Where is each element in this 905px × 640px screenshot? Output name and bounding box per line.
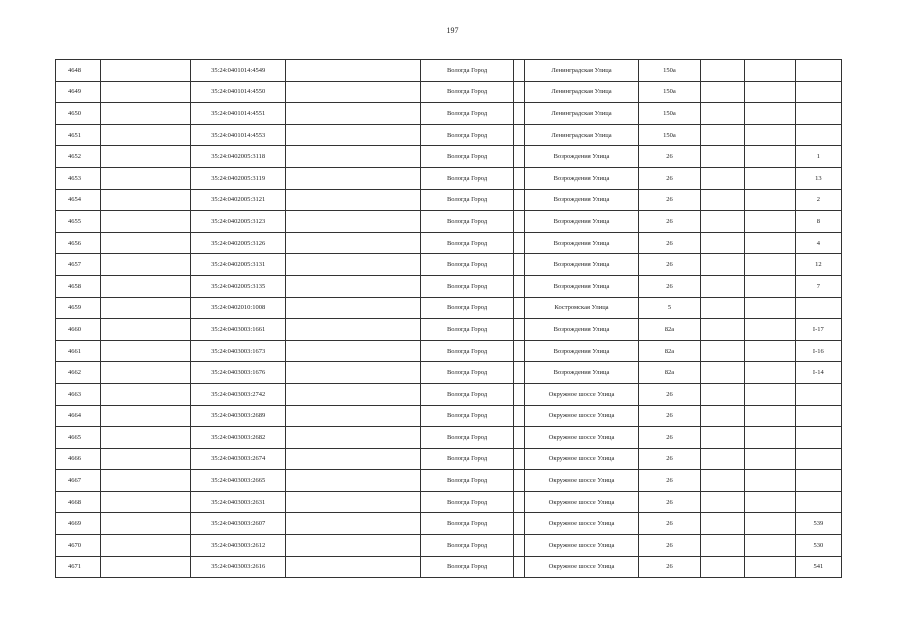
- empty-cell: [513, 124, 524, 146]
- empty-cell: [286, 81, 421, 103]
- empty-cell: [101, 103, 191, 125]
- row-number-cell: 4654: [56, 189, 101, 211]
- apartment-cell: [795, 448, 841, 470]
- city-cell: Вологда Город: [421, 470, 513, 492]
- empty-cell: [700, 513, 744, 535]
- table-row: [56, 470, 842, 492]
- city-cell: Вологда Город: [421, 232, 513, 254]
- street-cell: Окружное шоссе Улица: [525, 383, 639, 405]
- apartment-cell: I-14: [795, 362, 841, 384]
- empty-cell: [101, 124, 191, 146]
- empty-cell: [286, 340, 421, 362]
- registry-table-body: [56, 60, 842, 578]
- empty-cell: [700, 124, 744, 146]
- row-number-cell: 4649: [56, 81, 101, 103]
- empty-cell: [286, 556, 421, 578]
- empty-cell: [513, 211, 524, 233]
- empty-cell: [700, 189, 744, 211]
- row-number-cell: 4664: [56, 405, 101, 427]
- street-cell: Возрождения Улица: [525, 232, 639, 254]
- empty-cell: [513, 556, 524, 578]
- table-row: [56, 297, 842, 319]
- empty-cell: [744, 448, 795, 470]
- empty-cell: [513, 297, 524, 319]
- empty-cell: [513, 362, 524, 384]
- city-cell: Вологда Город: [421, 383, 513, 405]
- cadastral-number-cell: 35:24:0402005:3118: [191, 146, 286, 168]
- house-cell: 26: [638, 383, 700, 405]
- empty-cell: [101, 535, 191, 557]
- registry-table: [55, 59, 842, 578]
- apartment-cell: [795, 297, 841, 319]
- house-cell: 26: [638, 556, 700, 578]
- table-row: [56, 254, 842, 276]
- city-cell: Вологда Город: [421, 427, 513, 449]
- empty-cell: [286, 275, 421, 297]
- empty-cell: [513, 254, 524, 276]
- empty-cell: [101, 362, 191, 384]
- cadastral-number-cell: 35:24:0403003:2689: [191, 405, 286, 427]
- apartment-cell: I-17: [795, 319, 841, 341]
- house-cell: 150а: [638, 103, 700, 125]
- cadastral-number-cell: 35:24:0401014:4551: [191, 103, 286, 125]
- street-cell: Окружное шоссе Улица: [525, 513, 639, 535]
- row-number-cell: 4668: [56, 491, 101, 513]
- empty-cell: [513, 470, 524, 492]
- cadastral-number-cell: 35:24:0403003:2682: [191, 427, 286, 449]
- empty-cell: [513, 427, 524, 449]
- apartment-cell: 2: [795, 189, 841, 211]
- empty-cell: [700, 60, 744, 82]
- empty-cell: [101, 81, 191, 103]
- apartment-cell: 539: [795, 513, 841, 535]
- street-cell: Костромская Улица: [525, 297, 639, 319]
- row-number-cell: 4663: [56, 383, 101, 405]
- apartment-cell: I-16: [795, 340, 841, 362]
- empty-cell: [744, 319, 795, 341]
- empty-cell: [101, 470, 191, 492]
- table-row: [56, 556, 842, 578]
- empty-cell: [700, 232, 744, 254]
- table-row: [56, 383, 842, 405]
- empty-cell: [101, 427, 191, 449]
- house-cell: 26: [638, 275, 700, 297]
- empty-cell: [101, 167, 191, 189]
- empty-cell: [101, 146, 191, 168]
- row-number-cell: 4661: [56, 340, 101, 362]
- street-cell: Возрождения Улица: [525, 340, 639, 362]
- empty-cell: [101, 491, 191, 513]
- city-cell: Вологда Город: [421, 211, 513, 233]
- empty-cell: [286, 535, 421, 557]
- page-number: 197: [446, 26, 459, 35]
- empty-cell: [700, 319, 744, 341]
- table-row: [56, 60, 842, 82]
- row-number-cell: 4660: [56, 319, 101, 341]
- empty-cell: [286, 232, 421, 254]
- empty-cell: [744, 189, 795, 211]
- house-cell: 82а: [638, 362, 700, 384]
- empty-cell: [286, 405, 421, 427]
- empty-cell: [700, 556, 744, 578]
- street-cell: Возрождения Улица: [525, 211, 639, 233]
- city-cell: Вологда Город: [421, 189, 513, 211]
- empty-cell: [286, 103, 421, 125]
- house-cell: 82а: [638, 319, 700, 341]
- table-row: [56, 535, 842, 557]
- empty-cell: [700, 427, 744, 449]
- empty-cell: [744, 167, 795, 189]
- street-cell: Возрождения Улица: [525, 362, 639, 384]
- street-cell: Ленинградская Улица: [525, 60, 639, 82]
- row-number-cell: 4648: [56, 60, 101, 82]
- street-cell: Окружное шоссе Улица: [525, 448, 639, 470]
- row-number-cell: 4656: [56, 232, 101, 254]
- cadastral-number-cell: 35:24:0403003:2742: [191, 383, 286, 405]
- apartment-cell: [795, 103, 841, 125]
- empty-cell: [286, 383, 421, 405]
- empty-cell: [700, 340, 744, 362]
- empty-cell: [101, 405, 191, 427]
- street-cell: Окружное шоссе Улица: [525, 427, 639, 449]
- empty-cell: [513, 513, 524, 535]
- city-cell: Вологда Город: [421, 146, 513, 168]
- empty-cell: [700, 254, 744, 276]
- apartment-cell: 4: [795, 232, 841, 254]
- row-number-cell: 4650: [56, 103, 101, 125]
- city-cell: Вологда Город: [421, 556, 513, 578]
- row-number-cell: 4670: [56, 535, 101, 557]
- empty-cell: [744, 232, 795, 254]
- cadastral-number-cell: 35:24:0403003:1661: [191, 319, 286, 341]
- empty-cell: [700, 448, 744, 470]
- street-cell: Возрождения Улица: [525, 146, 639, 168]
- empty-cell: [286, 491, 421, 513]
- house-cell: 150а: [638, 60, 700, 82]
- street-cell: Окружное шоссе Улица: [525, 491, 639, 513]
- table-row: [56, 103, 842, 125]
- apartment-cell: [795, 427, 841, 449]
- cadastral-number-cell: 35:24:0403003:1676: [191, 362, 286, 384]
- empty-cell: [700, 146, 744, 168]
- table-row: [56, 232, 842, 254]
- empty-cell: [513, 383, 524, 405]
- empty-cell: [101, 254, 191, 276]
- empty-cell: [744, 103, 795, 125]
- street-cell: Окружное шоссе Улица: [525, 556, 639, 578]
- city-cell: Вологда Город: [421, 340, 513, 362]
- empty-cell: [286, 60, 421, 82]
- empty-cell: [744, 362, 795, 384]
- apartment-cell: 8: [795, 211, 841, 233]
- apartment-cell: [795, 470, 841, 492]
- table-row: [56, 362, 842, 384]
- table-row: [56, 513, 842, 535]
- table-row: [56, 275, 842, 297]
- empty-cell: [700, 211, 744, 233]
- empty-cell: [744, 275, 795, 297]
- table-row: [56, 189, 842, 211]
- house-cell: 26: [638, 189, 700, 211]
- empty-cell: [101, 189, 191, 211]
- empty-cell: [744, 124, 795, 146]
- empty-cell: [744, 340, 795, 362]
- city-cell: Вологда Город: [421, 167, 513, 189]
- cadastral-number-cell: 35:24:0403003:2607: [191, 513, 286, 535]
- empty-cell: [286, 211, 421, 233]
- city-cell: Вологда Город: [421, 297, 513, 319]
- empty-cell: [286, 124, 421, 146]
- empty-cell: [700, 491, 744, 513]
- cadastral-number-cell: 35:24:0403003:2631: [191, 491, 286, 513]
- city-cell: Вологда Город: [421, 535, 513, 557]
- empty-cell: [513, 167, 524, 189]
- house-cell: 150а: [638, 124, 700, 146]
- cadastral-number-cell: 35:24:0402010:1008: [191, 297, 286, 319]
- empty-cell: [286, 513, 421, 535]
- apartment-cell: [795, 405, 841, 427]
- house-cell: 26: [638, 146, 700, 168]
- house-cell: 26: [638, 232, 700, 254]
- apartment-cell: 1: [795, 146, 841, 168]
- table-row: [56, 146, 842, 168]
- row-number-cell: 4671: [56, 556, 101, 578]
- cadastral-number-cell: 35:24:0403003:2674: [191, 448, 286, 470]
- street-cell: Возрождения Улица: [525, 319, 639, 341]
- house-cell: 5: [638, 297, 700, 319]
- empty-cell: [700, 405, 744, 427]
- row-number-cell: 4655: [56, 211, 101, 233]
- cadastral-number-cell: 35:24:0403003:1673: [191, 340, 286, 362]
- apartment-cell: [795, 60, 841, 82]
- row-number-cell: 4667: [56, 470, 101, 492]
- table-row: [56, 491, 842, 513]
- cadastral-number-cell: 35:24:0402005:3119: [191, 167, 286, 189]
- cadastral-number-cell: 35:24:0403003:2616: [191, 556, 286, 578]
- house-cell: 150а: [638, 81, 700, 103]
- empty-cell: [744, 470, 795, 492]
- city-cell: Вологда Город: [421, 513, 513, 535]
- empty-cell: [286, 167, 421, 189]
- table-row: [56, 405, 842, 427]
- apartment-cell: 530: [795, 535, 841, 557]
- street-cell: Окружное шоссе Улица: [525, 535, 639, 557]
- street-cell: Возрождения Улица: [525, 275, 639, 297]
- city-cell: Вологда Город: [421, 254, 513, 276]
- empty-cell: [513, 319, 524, 341]
- table-row: [56, 319, 842, 341]
- empty-cell: [744, 60, 795, 82]
- empty-cell: [744, 383, 795, 405]
- table-row: [56, 448, 842, 470]
- empty-cell: [286, 254, 421, 276]
- empty-cell: [513, 146, 524, 168]
- empty-cell: [700, 103, 744, 125]
- city-cell: Вологда Город: [421, 448, 513, 470]
- empty-cell: [744, 491, 795, 513]
- city-cell: Вологда Город: [421, 60, 513, 82]
- house-cell: 26: [638, 535, 700, 557]
- city-cell: Вологда Город: [421, 81, 513, 103]
- cadastral-number-cell: 35:24:0402005:3135: [191, 275, 286, 297]
- empty-cell: [286, 297, 421, 319]
- row-number-cell: 4651: [56, 124, 101, 146]
- apartment-cell: [795, 124, 841, 146]
- empty-cell: [101, 275, 191, 297]
- city-cell: Вологда Город: [421, 124, 513, 146]
- empty-cell: [744, 211, 795, 233]
- apartment-cell: [795, 81, 841, 103]
- row-number-cell: 4666: [56, 448, 101, 470]
- table-row: [56, 340, 842, 362]
- cadastral-number-cell: 35:24:0402005:3123: [191, 211, 286, 233]
- row-number-cell: 4658: [56, 275, 101, 297]
- apartment-cell: 12: [795, 254, 841, 276]
- street-cell: Возрождения Улица: [525, 254, 639, 276]
- street-cell: Возрождения Улица: [525, 167, 639, 189]
- empty-cell: [513, 340, 524, 362]
- apartment-cell: 13: [795, 167, 841, 189]
- empty-cell: [744, 254, 795, 276]
- empty-cell: [286, 319, 421, 341]
- empty-cell: [101, 60, 191, 82]
- city-cell: Вологда Город: [421, 103, 513, 125]
- house-cell: 26: [638, 427, 700, 449]
- empty-cell: [101, 448, 191, 470]
- empty-cell: [744, 513, 795, 535]
- cadastral-number-cell: 35:24:0403003:2665: [191, 470, 286, 492]
- apartment-cell: [795, 491, 841, 513]
- street-cell: Окружное шоссе Улица: [525, 470, 639, 492]
- cadastral-number-cell: 35:24:0401014:4549: [191, 60, 286, 82]
- empty-cell: [286, 427, 421, 449]
- cadastral-number-cell: 35:24:0402005:3121: [191, 189, 286, 211]
- table-row: [56, 427, 842, 449]
- empty-cell: [700, 297, 744, 319]
- empty-cell: [513, 81, 524, 103]
- empty-cell: [700, 362, 744, 384]
- cadastral-number-cell: 35:24:0401014:4553: [191, 124, 286, 146]
- empty-cell: [101, 340, 191, 362]
- empty-cell: [101, 513, 191, 535]
- empty-cell: [286, 362, 421, 384]
- house-cell: 26: [638, 491, 700, 513]
- empty-cell: [513, 491, 524, 513]
- empty-cell: [286, 146, 421, 168]
- city-cell: Вологда Город: [421, 362, 513, 384]
- apartment-cell: [795, 383, 841, 405]
- empty-cell: [101, 319, 191, 341]
- empty-cell: [101, 211, 191, 233]
- apartment-cell: 541: [795, 556, 841, 578]
- empty-cell: [513, 60, 524, 82]
- empty-cell: [700, 81, 744, 103]
- table-row: [56, 124, 842, 146]
- table-row: [56, 81, 842, 103]
- table-row: [56, 167, 842, 189]
- empty-cell: [286, 189, 421, 211]
- house-cell: 26: [638, 167, 700, 189]
- empty-cell: [513, 232, 524, 254]
- row-number-cell: 4653: [56, 167, 101, 189]
- city-cell: Вологда Город: [421, 491, 513, 513]
- street-cell: Окружное шоссе Улица: [525, 405, 639, 427]
- city-cell: Вологда Город: [421, 319, 513, 341]
- cadastral-number-cell: 35:24:0403003:2612: [191, 535, 286, 557]
- row-number-cell: 4665: [56, 427, 101, 449]
- empty-cell: [101, 297, 191, 319]
- row-number-cell: 4662: [56, 362, 101, 384]
- empty-cell: [700, 470, 744, 492]
- cadastral-number-cell: 35:24:0402005:3131: [191, 254, 286, 276]
- empty-cell: [101, 556, 191, 578]
- empty-cell: [101, 232, 191, 254]
- house-cell: 26: [638, 405, 700, 427]
- empty-cell: [513, 275, 524, 297]
- empty-cell: [700, 275, 744, 297]
- empty-cell: [513, 448, 524, 470]
- empty-cell: [700, 535, 744, 557]
- empty-cell: [744, 427, 795, 449]
- empty-cell: [286, 448, 421, 470]
- table-row: [56, 211, 842, 233]
- street-cell: Ленинградская Улица: [525, 81, 639, 103]
- street-cell: Ленинградская Улица: [525, 124, 639, 146]
- empty-cell: [744, 81, 795, 103]
- row-number-cell: 4652: [56, 146, 101, 168]
- row-number-cell: 4669: [56, 513, 101, 535]
- empty-cell: [700, 383, 744, 405]
- house-cell: 26: [638, 211, 700, 233]
- house-cell: 26: [638, 448, 700, 470]
- empty-cell: [700, 167, 744, 189]
- cadastral-number-cell: 35:24:0401014:4550: [191, 81, 286, 103]
- empty-cell: [513, 103, 524, 125]
- empty-cell: [744, 146, 795, 168]
- empty-cell: [513, 189, 524, 211]
- city-cell: Вологда Город: [421, 405, 513, 427]
- empty-cell: [513, 405, 524, 427]
- house-cell: 26: [638, 254, 700, 276]
- apartment-cell: 7: [795, 275, 841, 297]
- row-number-cell: 4659: [56, 297, 101, 319]
- row-number-cell: 4657: [56, 254, 101, 276]
- empty-cell: [286, 470, 421, 492]
- empty-cell: [744, 405, 795, 427]
- house-cell: 26: [638, 470, 700, 492]
- empty-cell: [513, 535, 524, 557]
- empty-cell: [744, 535, 795, 557]
- city-cell: Вологда Город: [421, 275, 513, 297]
- house-cell: 26: [638, 513, 700, 535]
- house-cell: 82а: [638, 340, 700, 362]
- empty-cell: [101, 383, 191, 405]
- cadastral-number-cell: 35:24:0402005:3126: [191, 232, 286, 254]
- street-cell: Возрождения Улица: [525, 189, 639, 211]
- empty-cell: [744, 556, 795, 578]
- empty-cell: [744, 297, 795, 319]
- street-cell: Ленинградская Улица: [525, 103, 639, 125]
